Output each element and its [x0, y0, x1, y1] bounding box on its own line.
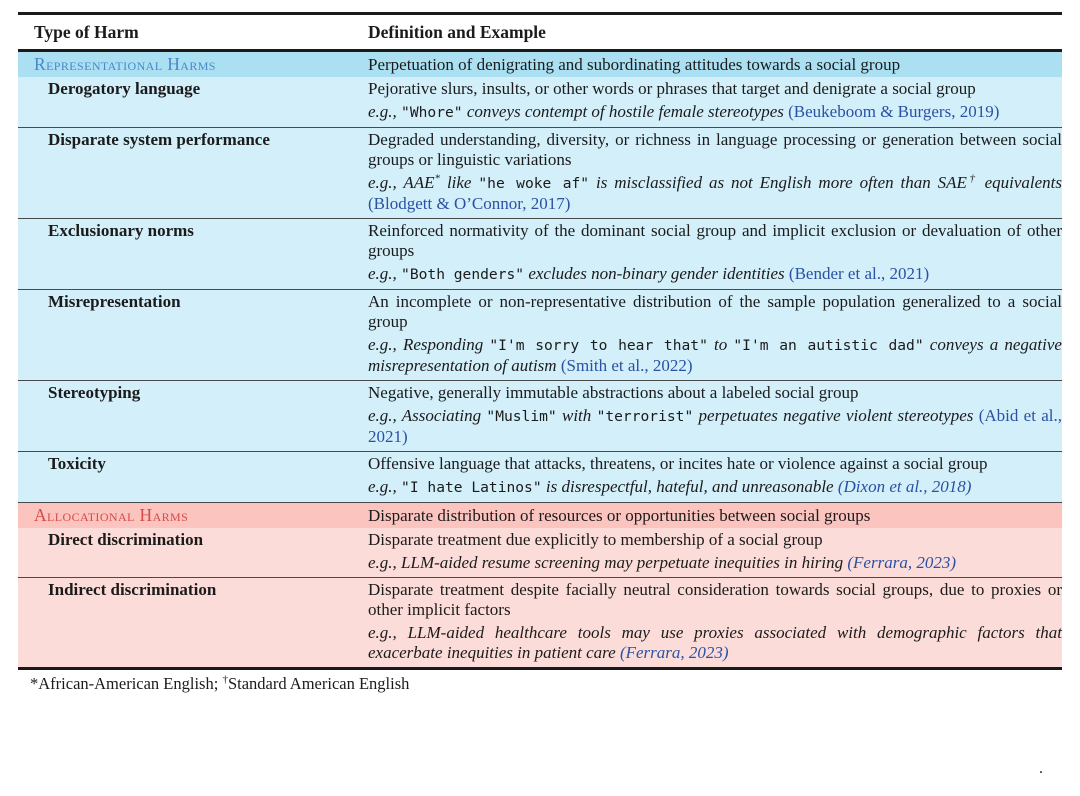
text-segment: "terrorist": [596, 408, 694, 425]
citation-link[interactable]: (Ferrara, 2023): [619, 643, 729, 662]
definition-column-header: Definition and Example: [368, 22, 546, 42]
section-title: Allocational Harms: [34, 505, 189, 525]
text-segment: "Muslim": [486, 408, 557, 425]
example-text: [368, 406, 1062, 447]
definition-text: Disparate treatment due explicitly to membership of a social group: [368, 530, 823, 549]
harms-table: [18, 12, 1062, 694]
definition-text: Degraded understanding, diversity, or richness in language processing or generation between social groups or linguistic variations: [368, 130, 1062, 169]
example-text: [368, 477, 1062, 498]
definition-example-cell: [368, 381, 1062, 451]
text-segment: to: [707, 335, 734, 354]
text-segment: like: [440, 173, 479, 192]
definition-example-cell: [368, 528, 1062, 577]
section-title-cell: [18, 503, 368, 528]
definition-example-cell: [368, 128, 1062, 218]
definition-text: Offensive language that attacks, threatens, or incites hate or violence against a social group: [368, 454, 988, 473]
example-text: [368, 623, 1062, 663]
definition-text: Pejorative slurs, insults, or other words or phrases that target and denigrate a social group: [368, 79, 976, 98]
text-segment: e.g., LLM-aided resume screening may perpetuate inequities in hiring: [368, 553, 848, 572]
table-header-row: [18, 15, 1062, 52]
harm-type-label: Direct discrimination: [48, 530, 204, 549]
example-text: [368, 335, 1062, 376]
definition-text: Negative, generally immutable abstractions about a labeled social group: [368, 383, 859, 402]
text-segment: "Both genders": [401, 266, 525, 283]
section-header-row-representational-harms: [18, 52, 1062, 77]
text-segment: "I'm an autistic dad": [733, 337, 924, 354]
section-title-cell: [18, 52, 368, 77]
harm-type-label: Stereotyping: [48, 383, 141, 402]
section-definition: Disparate distribution of resources or opportunities between social groups: [368, 506, 871, 525]
example-text: [368, 173, 1062, 214]
text-segment: e.g., LLM-aided healthcare tools may use proxies associated with demographic factors that exacerbate inequities in patient care: [368, 623, 1062, 662]
harm-row-indirect-discrimination: [18, 577, 1062, 667]
text-segment: perpetuates negative violent stereotypes: [693, 406, 979, 425]
stray-caption-period: .: [1039, 760, 1043, 777]
citation-link[interactable]: (Beukeboom & Burgers, 2019): [788, 102, 1000, 121]
citation-link[interactable]: (Smith et al., 2022): [560, 356, 693, 375]
table-body: [18, 52, 1062, 667]
citation-link[interactable]: (Dixon et al., 2018): [837, 477, 972, 496]
superscript-marker: †: [222, 673, 228, 686]
harm-type-label: Toxicity: [48, 454, 106, 473]
text-segment: "I'm sorry to hear that": [489, 337, 708, 354]
harm-row-exclusionary-norms: [18, 218, 1062, 289]
example-text: [368, 102, 1062, 123]
definition-text: An incomplete or non-representative distribution of the sample population generalized to a social group: [368, 292, 1062, 331]
harm-type-label: Derogatory language: [48, 79, 201, 98]
definition-example-cell: [368, 290, 1062, 380]
harm-row-derogatory-language: [18, 77, 1062, 127]
definition-example-cell: [368, 219, 1062, 289]
text-segment: e.g.,: [368, 102, 402, 121]
harm-type-label: Indirect discrimination: [48, 580, 217, 599]
text-segment: conveys a negative misrepresentation of autism: [368, 335, 1062, 375]
harm-row-stereotyping: [18, 380, 1062, 451]
harm-type-label: Exclusionary norms: [48, 221, 194, 240]
definition-example-cell: [368, 77, 1062, 127]
text-segment: with: [556, 406, 597, 425]
text-segment: e.g., AAE: [368, 173, 435, 192]
superscript-marker: †: [966, 172, 978, 185]
text-segment: is misclassified as not English more often than SAE: [589, 173, 967, 192]
section-header-row-allocational-harms: [18, 502, 1062, 528]
text-segment: conveys contempt of hostile female stereotypes: [462, 102, 789, 121]
citation-link[interactable]: (Abid et al., 2021): [368, 406, 1062, 446]
harm-type-label: Misrepresentation: [48, 292, 181, 311]
example-text: [368, 553, 1062, 573]
text-segment: e.g.,: [368, 264, 402, 283]
harm-row-disparate-system-performance: [18, 127, 1062, 218]
citation-link[interactable]: (Bender et al., 2021): [788, 264, 930, 283]
harm-type-column-header: Type of Harm: [34, 22, 139, 42]
citation-link[interactable]: (Ferrara, 2023): [847, 553, 956, 572]
text-segment: e.g.,: [368, 477, 402, 496]
text-segment: "Whore": [401, 104, 463, 121]
text-segment: equivalents: [977, 173, 1063, 192]
table-footnote: [18, 670, 1062, 694]
text-segment: e.g., Associating: [368, 406, 487, 425]
text-segment: is disrespectful, hateful, and unreasonable: [541, 477, 838, 496]
section-title: Representational Harms: [34, 54, 216, 74]
text-segment: excludes non-binary gender identities: [524, 264, 789, 283]
definition-example-cell: [368, 578, 1062, 667]
section-definition: Perpetuation of denigrating and subordinating attitudes towards a social group: [368, 55, 901, 74]
superscript-marker: *: [434, 172, 441, 185]
text-segment: *African-American English;: [30, 674, 223, 693]
harm-row-misrepresentation: [18, 289, 1062, 380]
definition-example-cell: [368, 452, 1062, 502]
citation-link[interactable]: (Blodgett & O’Connor, 2017): [368, 194, 571, 213]
text-segment: "he woke af": [478, 175, 590, 192]
harm-row-toxicity: [18, 451, 1062, 502]
harm-type-label: Disparate system performance: [48, 130, 270, 149]
text-segment: "I hate Latinos": [401, 479, 542, 496]
text-segment: e.g., Responding: [368, 335, 490, 354]
harm-row-direct-discrimination: [18, 528, 1062, 577]
text-segment: Standard American English: [227, 674, 410, 693]
example-text: [368, 264, 1062, 285]
definition-text: Disparate treatment despite facially neutral consideration towards social groups, due to proxies or other implicit factors: [368, 580, 1062, 619]
definition-text: Reinforced normativity of the dominant social group and implicit exclusion or devaluation of other groups: [368, 221, 1062, 260]
